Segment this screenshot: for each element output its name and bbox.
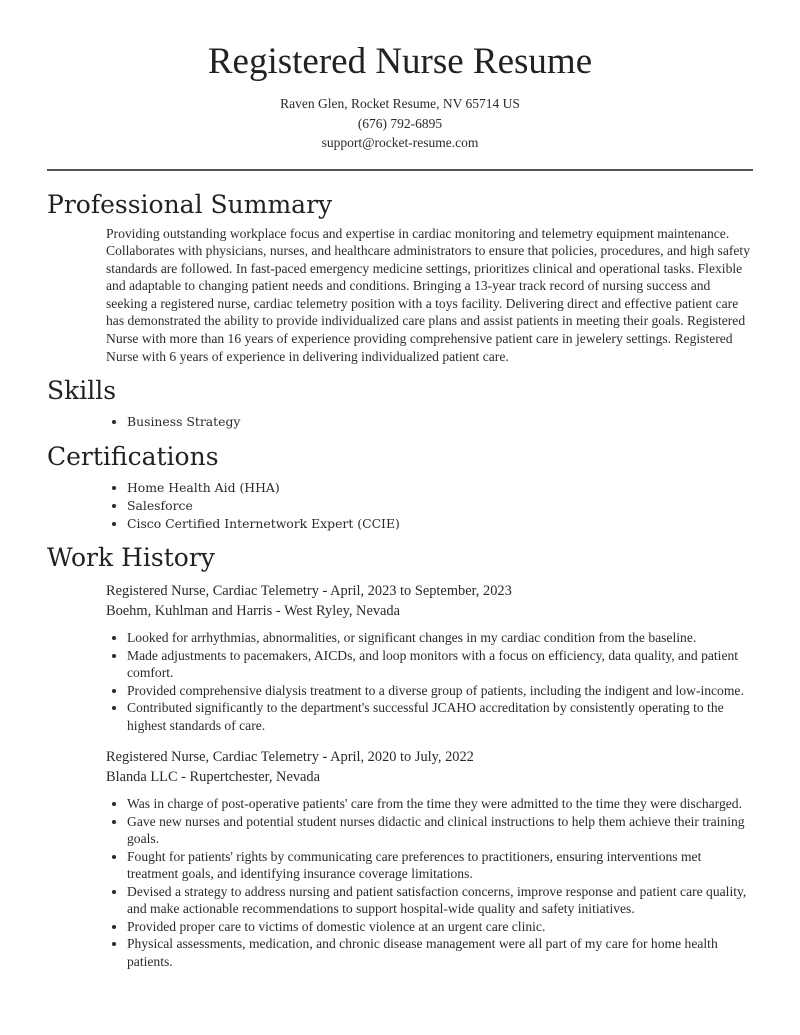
job-header xyxy=(106,748,753,787)
certifications-section xyxy=(47,441,753,532)
job-bullet: • Fought for patients' rights by communicating care preferences to practitioners, ensuring interventions met treatment goals, and identifying insurance coverage limitations. xyxy=(127,848,753,883)
work-history-heading: Work History xyxy=(47,543,215,573)
skills-heading: Skills xyxy=(47,376,117,406)
job-header xyxy=(106,582,753,621)
job-title-dates: Registered Nurse, Cardiac Telemetry - April, 2023 to September, 2023 xyxy=(106,583,512,600)
skills-list xyxy=(106,413,753,431)
skill-item: • Business Strategy xyxy=(127,413,753,431)
phone: (676) 792-6895 xyxy=(357,115,443,131)
job-bullets xyxy=(106,629,753,734)
summary-heading: Professional Summary xyxy=(47,189,333,219)
header-divider xyxy=(47,169,753,171)
job-entry xyxy=(47,748,753,970)
summary-section xyxy=(47,189,753,366)
job-bullet: • Contributed significantly to the department's successful JCAHO accreditation by consistently operating to the highest standards of care. xyxy=(127,699,753,734)
resume-header xyxy=(47,0,753,153)
skills-section xyxy=(47,375,753,431)
job-bullet: • Devised a strategy to address nursing and patient satisfaction concerns, improve response and patient care quality, and make actionable recommendations to support hospital-wide quality and safety initiatives. xyxy=(127,883,753,918)
job-company-location: Boehm, Kuhlman and Harris - West Ryley, Nevada xyxy=(106,602,401,619)
job-bullet: • Provided proper care to victims of domestic violence at an urgent care clinic. xyxy=(127,918,753,936)
work-history-section xyxy=(47,542,753,970)
job-bullet: • Looked for arrhythmias, abnormalities, or significant changes in my cardiac condition from the baseline. xyxy=(127,629,753,647)
job-company-location: Blanda LLC - Rupertchester, Nevada xyxy=(106,768,321,785)
job-bullet: • Was in charge of post-operative patients' care from the time they were admitted to the time they were discharged. xyxy=(127,795,753,813)
certifications-list xyxy=(106,479,753,532)
contact-info xyxy=(47,94,753,153)
certifications-heading: Certifications xyxy=(47,442,219,472)
job-bullet: • Made adjustments to pacemakers, AICDs, and loop monitors with a focus on efficiency, data quality, and patient comfort. xyxy=(127,647,753,682)
job-bullet: • Provided comprehensive dialysis treatment to a diverse group of patients, including the indigent and low-income. xyxy=(127,682,753,700)
summary-text: Providing outstanding workplace focus and expertise in cardiac monitoring and telemetry equipment maintenance. Collaborates with physicians, nurses, and healthcare administrators to ensure that policies, procedures, and high safety standards are followed. In fast-paced emergency medicine settings, prioritizes clinical and operational tasks. Flexible and adaptable to changing patient needs and conditions. Bringing a 13-year track record of nursing success and seeking a registered nurse, cardiac telemetry position with a toys facility. Delivering direct and effective patient care has demonstrated the ability to provide individualized care plans and assist patients in meeting their goals. Registered Nurse with more than 16 years of experience providing comprehensive patient care in jewelery settings. Registered Nurse with 6 years of experience in delivering individualized patient care. xyxy=(106,225,751,364)
job-bullets xyxy=(106,795,753,970)
job-bullet: • Physical assessments, medication, and chronic disease management were all part of my care for home health patients. xyxy=(127,935,753,970)
job-bullet: • Gave new nurses and potential student nurses didactic and clinical instructions to help them achieve their training goals. xyxy=(127,813,753,848)
job-entry xyxy=(47,582,753,734)
certification-item: • Cisco Certified Internetwork Expert (CCIE) xyxy=(127,515,753,533)
job-title-dates: Registered Nurse, Cardiac Telemetry - April, 2020 to July, 2022 xyxy=(106,749,474,766)
resume-title: Registered Nurse Resume xyxy=(207,41,593,82)
certification-item: • Salesforce xyxy=(127,497,753,515)
address: Raven Glen, Rocket Resume, NV 65714 US xyxy=(280,96,520,111)
email: support@rocket-resume.com xyxy=(321,135,479,150)
certification-item: • Home Health Aid (HHA) xyxy=(127,479,753,497)
